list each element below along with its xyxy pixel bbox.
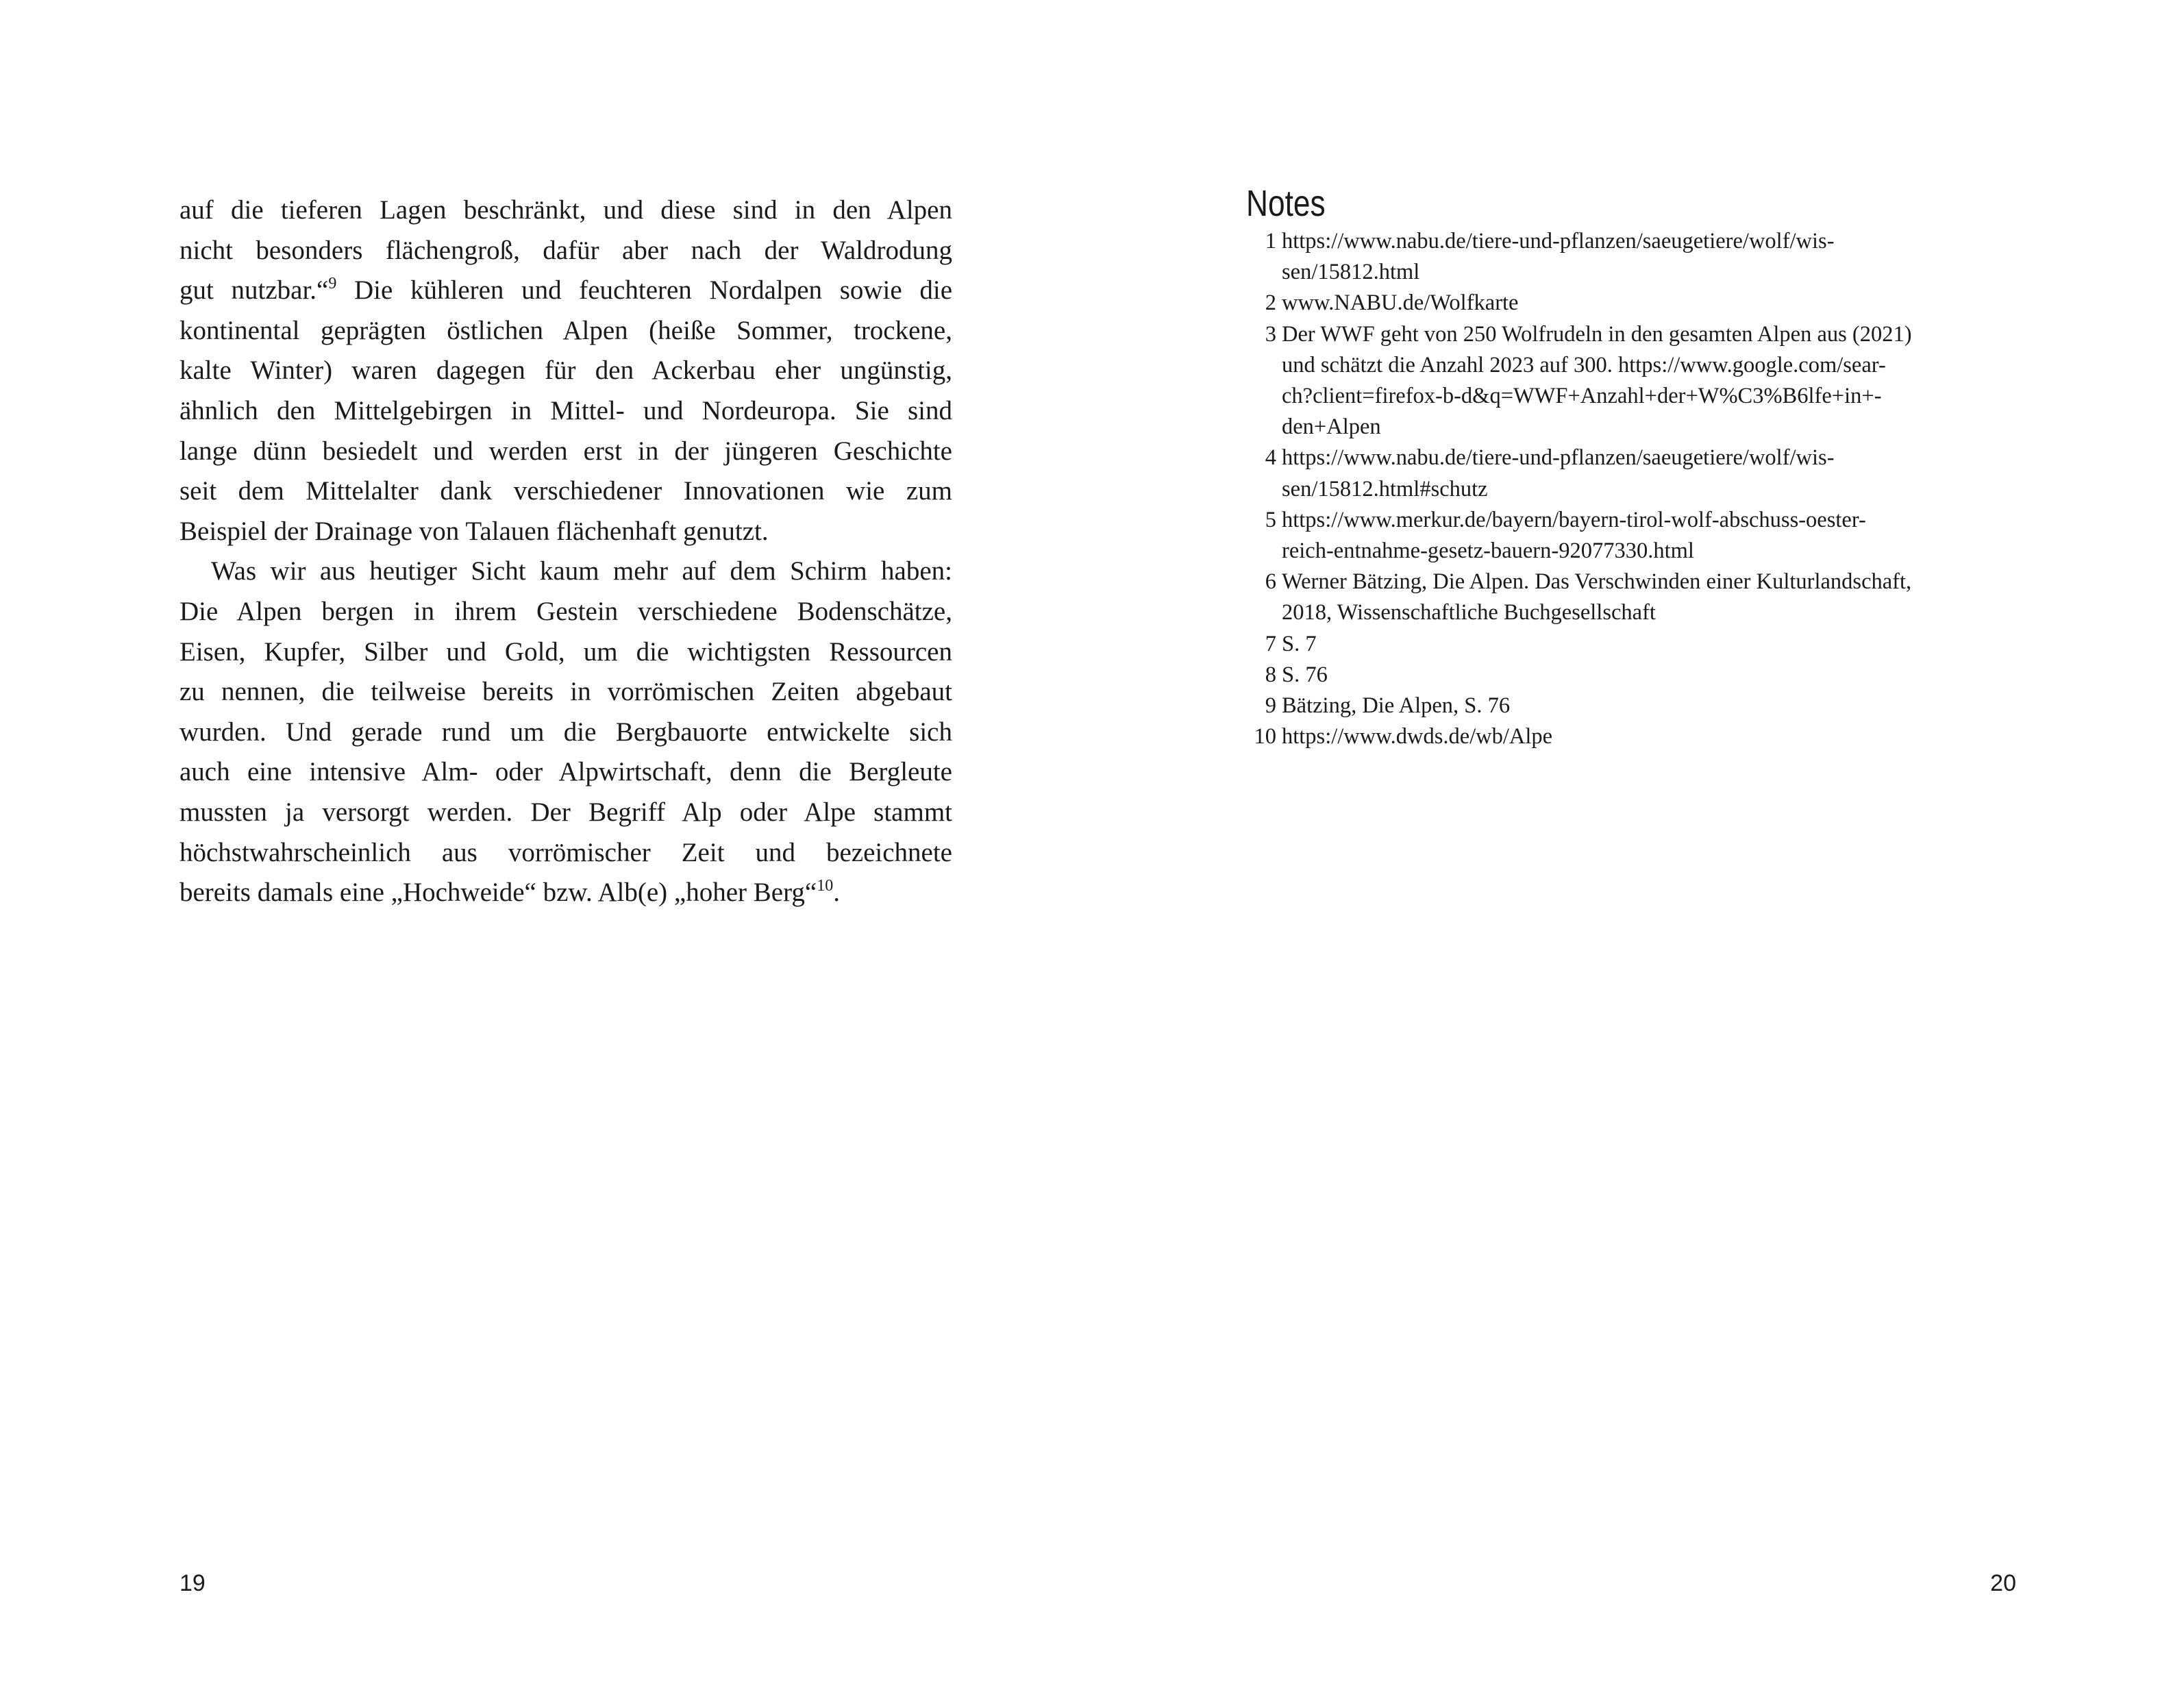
note-line: https://www.nabu.de/tiere-und-pflanzen/saeugetiere/wolf/wis- xyxy=(1282,445,1835,471)
note-line: Bätzing, Die Alpen, S. 76 xyxy=(1282,693,1511,719)
text-segment: Die kühleren und feuchteren Nordalpen sowie die xyxy=(336,275,953,306)
note-item xyxy=(1246,660,2020,691)
note-line: www.NABU.de/Wolfkarte xyxy=(1282,290,1519,316)
note-item xyxy=(1246,629,2020,660)
note-line: ch?client=firefox-b-d&q=WWF+Anzahl+der+W%C3%B6lfe+in+- xyxy=(1282,384,1882,409)
text-line: Was wir aus heutiger Sicht kaum mehr auf dem Schirm haben: xyxy=(211,556,952,586)
footnote-reference: 10 xyxy=(817,877,834,895)
note-number: 2 xyxy=(1265,290,1276,316)
text-line: Eisen, Kupfer, Silber und Gold, um die wichtigsten Ressourcen xyxy=(179,636,952,667)
note-text xyxy=(1282,288,2020,319)
text-line: lange dünn besiedelt und werden erst in der jüngeren Geschichte xyxy=(179,436,952,466)
note-item xyxy=(1246,721,2020,752)
note-line: sen/15812.html#schutz xyxy=(1282,476,1488,501)
text-line: seit dem Mittelalter dank verschiedener Innovationen wie zum xyxy=(179,476,952,506)
note-number: 4 xyxy=(1265,445,1276,471)
text-line: kontinental geprägten östlichen Alpen (heiße Sommer, trockene, xyxy=(179,315,952,345)
right-page xyxy=(1092,0,2184,1699)
page-number: 19 xyxy=(179,1570,206,1596)
text-line: auch eine intensive Alm- oder Alpwirtschaft, denn die Bergleute xyxy=(179,757,952,787)
note-line: 2018, Wissenschaftliche Buchgesellschaft xyxy=(1282,600,1656,625)
note-number: 3 xyxy=(1265,321,1276,347)
note-text xyxy=(1282,319,2020,443)
note-number: 10 xyxy=(1254,724,1276,749)
note-line: reich-entnahme-gesetz-bauern-92077330.html xyxy=(1282,538,1694,564)
note-item xyxy=(1246,319,2020,443)
note-line: Der WWF geht von 250 Wolfrudeln in den gesamten Alpen aus (2021) xyxy=(1282,321,1912,347)
note-line: S. 76 xyxy=(1282,662,1328,687)
footnote-reference: 9 xyxy=(328,275,337,293)
text-line: kalte Winter) waren dagegen für den Ackerbau eher ungünstig, xyxy=(179,356,952,386)
note-item xyxy=(1246,226,2020,288)
text-line xyxy=(179,873,952,913)
note-item xyxy=(1246,443,2020,504)
text-line: auf die tieferen Lagen beschränkt, und diese sind in den Alpen xyxy=(179,195,952,225)
note-item xyxy=(1246,691,2020,721)
text-line: Beispiel der Drainage von Talauen flächenhaft genutzt. xyxy=(179,516,769,546)
note-text xyxy=(1282,691,2020,721)
text-segment: gut nutzbar.“ xyxy=(179,275,329,306)
note-number: 1 xyxy=(1265,229,1276,253)
note-number: 5 xyxy=(1265,507,1276,532)
note-text xyxy=(1282,226,2020,288)
note-item xyxy=(1246,567,2020,628)
note-line: und schätzt die Anzahl 2023 auf 300. https://www.google.com/sear- xyxy=(1282,352,1886,377)
note-text xyxy=(1282,660,2020,691)
note-item xyxy=(1246,288,2020,319)
text-line: ähnlich den Mittelgebirgen in Mittel- und Nordeuropa. Sie sind xyxy=(179,395,952,425)
notes-heading: Notes xyxy=(1246,183,1326,224)
text-line: nicht besonders flächengroß, dafür aber nach der Waldrodung xyxy=(179,235,952,265)
text-line: mussten ja versorgt werden. Der Begriff Alp oder Alpe stammt xyxy=(179,797,952,827)
body-text xyxy=(179,190,952,913)
note-number: 8 xyxy=(1265,662,1276,687)
text-line: höchstwahrscheinlich aus vorrömischer Zeit und bezeichnete xyxy=(179,837,952,867)
note-line: sen/15812.html xyxy=(1282,260,1420,285)
note-text xyxy=(1282,567,2020,628)
note-number: 9 xyxy=(1265,693,1276,719)
text-segment: bereits damals eine „Hochweide“ bzw. Alb(e) „hoher Berg“ xyxy=(179,878,817,908)
text-line xyxy=(179,271,952,311)
text-segment: . xyxy=(833,878,840,908)
note-number: 7 xyxy=(1265,631,1276,656)
page-number: 20 xyxy=(1990,1570,2016,1596)
text-line: zu nennen, die teilweise bereits in vorrömischen Zeiten abgebaut xyxy=(179,677,952,707)
note-text xyxy=(1282,721,2020,752)
notes-list xyxy=(1246,226,2020,752)
note-line: https://www.nabu.de/tiere-und-pflanzen/saeugetiere/wolf/wis- xyxy=(1282,229,1835,253)
note-number: 6 xyxy=(1265,569,1276,595)
text-line: wurden. Und gerade rund um die Bergbauorte entwickelte sich xyxy=(179,717,952,747)
note-line: https://www.merkur.de/bayern/bayern-tirol-wolf-abschuss-oester- xyxy=(1282,507,1866,532)
note-text xyxy=(1282,629,2020,660)
note-line: S. 7 xyxy=(1282,631,1317,656)
note-text xyxy=(1282,505,2020,567)
text-line: Die Alpen bergen in ihrem Gestein verschiedene Bodenschätze, xyxy=(179,596,952,626)
note-line: den+Alpen xyxy=(1282,414,1381,440)
note-line: https://www.dwds.de/wb/Alpe xyxy=(1282,724,1553,749)
note-line: Werner Bätzing, Die Alpen. Das Verschwinden einer Kulturlandschaft, xyxy=(1282,569,1912,595)
note-text xyxy=(1282,443,2020,504)
note-item xyxy=(1246,505,2020,567)
